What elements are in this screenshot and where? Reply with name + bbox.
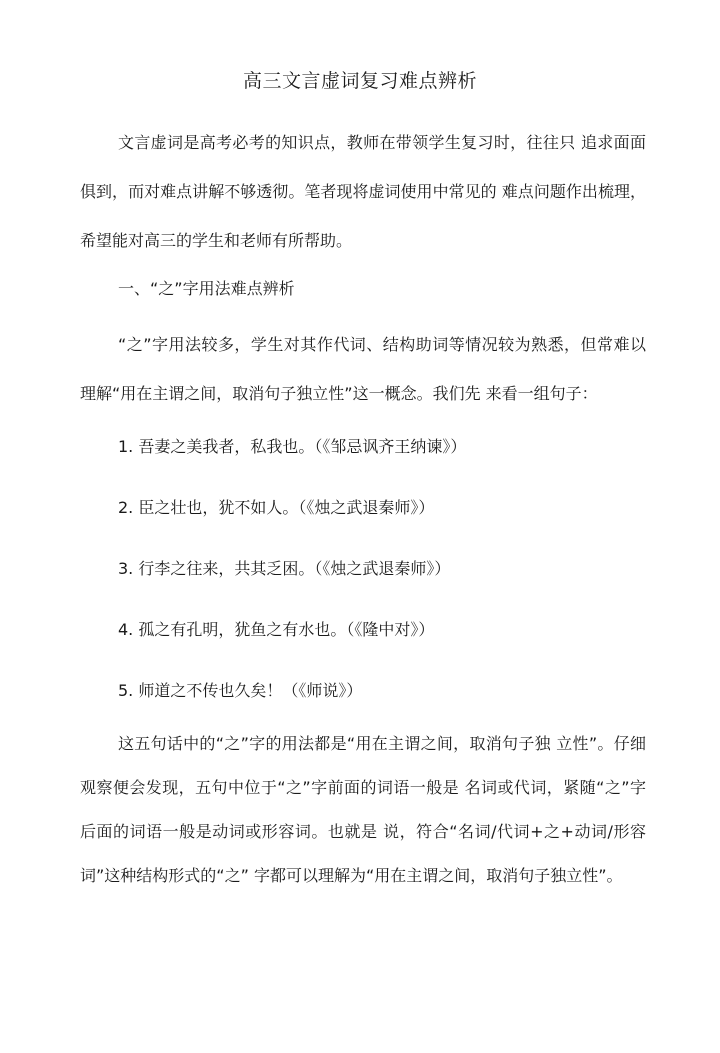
- example-4: 4. 孤之有孔明，犹鱼之有水也。（《隆中对》）: [118, 620, 435, 639]
- intro-paragraph: 文言虚词是高考必考的知识点，教师在带领学生复习时，往往只 追求面面俱到，而对难点讲解不够透彻。笔者现将虚词使用中常见的 难点问题作出梳理，希望能对高三的学生和老师有所帮助。: [80, 133, 646, 250]
- example-1: 1. 吾妻之美我者，私我也。（《邹忌讽齐王纳谏》）: [118, 437, 467, 456]
- example-2: 2. 臣之壮也，犹不如人。（《烛之武退秦师》）: [118, 498, 435, 517]
- page-title: 高三文言虚词复习难点辨析: [242, 70, 477, 92]
- section-paragraph: “之”字用法较多，学生对其作代词、结构助词等情况较为熟悉，但常难以理解“用在主谓之间，取消句子独立性”这一概念。我们先 来看一组句子：: [80, 335, 646, 403]
- example-3: 3. 行李之往来，共其乏困。（《烛之武退秦师》）: [118, 559, 451, 578]
- example-5: 5. 师道之不传也久矣！（《师说》）: [118, 681, 363, 700]
- analysis-paragraph: 这五句话中的“之”字的用法都是“用在主谓之间，取消句子独 立性”。仔细观察便会发现，五句中位于“之”字前面的词语一般是 名词或代词，紧随“之”字后面的词语一般是动词或形容词。也就是 说，符合“名词/代词+之+动词/形容词”这种结构形式的“之” 字都可以理解为“用在主谓之间，取消句子独立性”。: [80, 734, 646, 885]
- section-heading: 一、“之”字用法难点辨析: [118, 279, 295, 298]
